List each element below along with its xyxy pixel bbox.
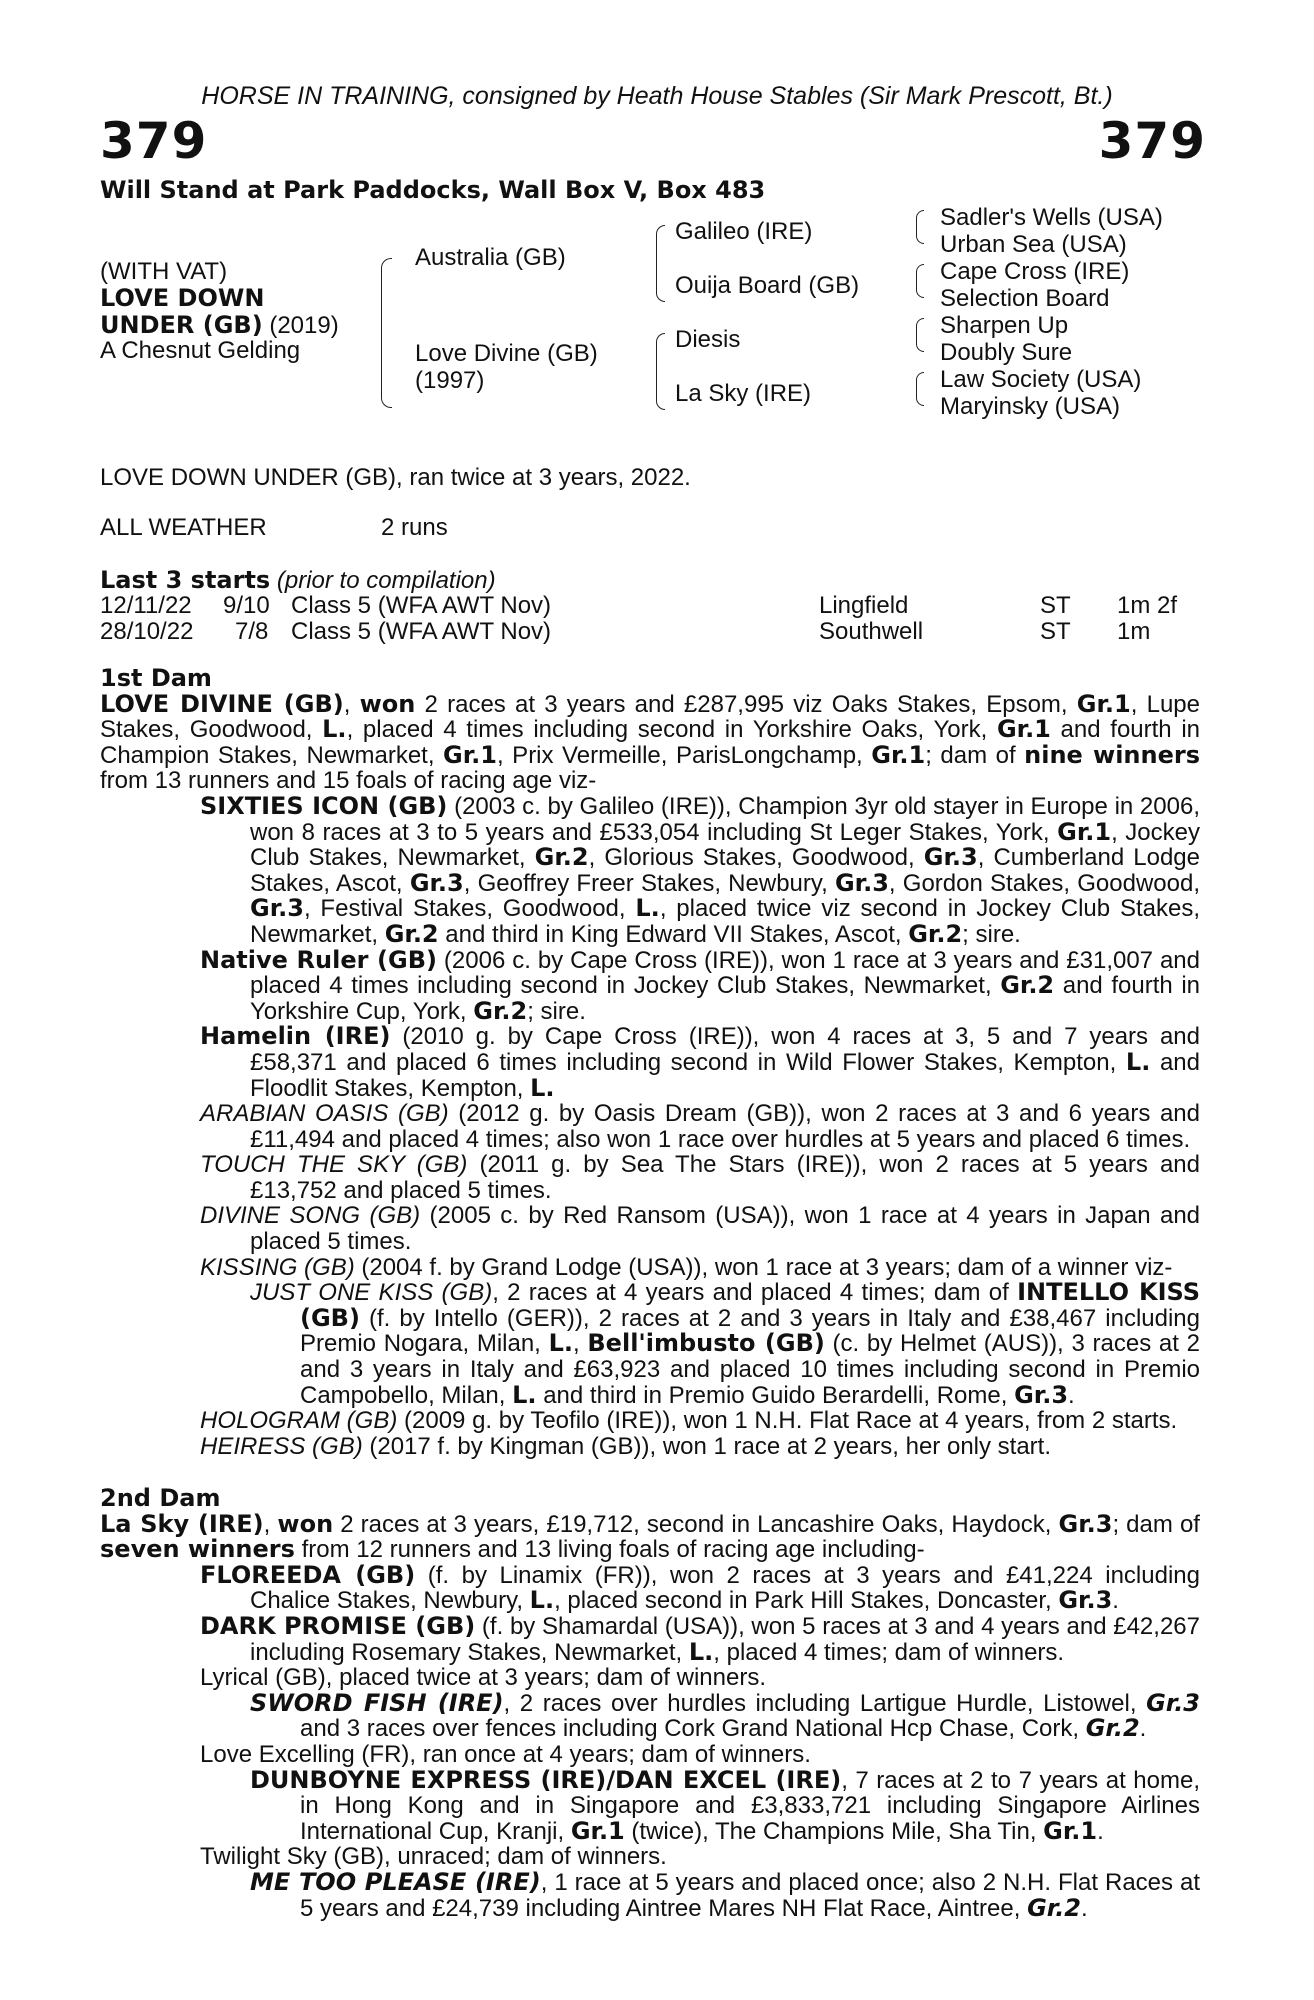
progeny-twilight-sky: Twilight Sky (GB), unraced; dam of winners.	[200, 1843, 667, 1871]
grade: Gr.1	[1043, 1816, 1098, 1845]
horse-year: (2019)	[269, 312, 339, 339]
grade: L.	[548, 1329, 573, 1358]
text: , placed twice viz second in Jockey Club Stakes, Newmarket,	[250, 895, 1200, 948]
text: (f. by Linamix (FR)), won 2 races at 3 years and £41,224 including Chalice Stakes, Newbury,	[250, 1561, 1200, 1615]
text: ; dam of	[925, 741, 1025, 769]
text: ; dam of	[1112, 1510, 1200, 1538]
grade: Gr.1	[443, 740, 497, 769]
ggs-1: Sadler's Wells (USA)	[940, 204, 1163, 231]
second-dam-section	[100, 1486, 1200, 1921]
brace-sire-parents	[656, 225, 665, 302]
dam: Love Divine (GB)	[415, 340, 598, 367]
progeny-name: DARK PROMISE (GB)	[200, 1611, 476, 1640]
progeny-name: Native Ruler (GB)	[200, 945, 437, 974]
grade: Gr.3	[1146, 1688, 1201, 1717]
lot-number-left: 379	[100, 112, 208, 170]
progeny-name: HEIRESS (GB)	[200, 1432, 363, 1460]
progeny-name: DUNBOYNE EXPRESS (IRE)/DAN EXCEL (IRE)	[250, 1765, 842, 1794]
text: (2011 g. by Sea The Stars (IRE)), won 2 races at 5 years and £13,752 and placed 5 times.	[250, 1151, 1201, 1204]
progeny-love-excelling: Love Excelling (FR), ran once at 4 years; dam of winners.	[200, 1740, 811, 1768]
horse-name-line1: LOVE DOWN	[100, 284, 265, 312]
progeny-name: FLOREEDA (GB)	[200, 1560, 416, 1589]
grade: L.	[512, 1380, 537, 1409]
progeny-name: HOLOGRAM (GB)	[200, 1407, 398, 1435]
dam-sire: Diesis	[675, 326, 741, 353]
text: , Geoffrey Freer Stakes, Newbury,	[463, 869, 835, 897]
progeny-name: SIXTIES ICON (GB)	[200, 791, 448, 820]
grade: Gr.3	[1014, 1380, 1069, 1409]
text: and Floodlit Stakes, Kempton,	[250, 1048, 1200, 1102]
progeny-sixties-icon	[100, 791, 1201, 948]
progeny-dark-promise	[100, 1611, 1200, 1666]
progeny-name: ARABIAN OASIS (GB)	[200, 1100, 449, 1128]
lot-number-right: 379	[1098, 112, 1206, 170]
progeny-hologram	[100, 1408, 1200, 1434]
brace-dam-parents	[656, 333, 665, 410]
grade: Gr.1	[1076, 689, 1131, 718]
text: (2006 c. by Cape Cross (IRE)), won 1 race at 3 years and £31,007 and placed 4 times including second in Jockey Club Stakes, Newmarket,	[250, 946, 1200, 1000]
text: and fourth in Yorkshire Cup, York,	[250, 972, 1200, 1025]
text: ; sire.	[962, 920, 1021, 948]
text: , 2 races over hurdles including Lartigue Hurdle, Listowel,	[503, 1689, 1147, 1717]
start-position: 7/8	[235, 617, 269, 645]
text: , Cumberland Lodge Stakes, Ascot,	[250, 844, 1201, 897]
brace-ggs-3	[916, 318, 924, 352]
text: from 12 runners and 13 living foals of racing age including-	[294, 1536, 925, 1564]
second-dam-heading: 2nd Dam	[100, 1484, 221, 1512]
progeny-me-too-please	[100, 1867, 1200, 1922]
dam-name: La Sky (IRE)	[100, 1509, 264, 1538]
text: 2 races at 3 years, £19,712, second in Lancashire Oaks, Haydock,	[333, 1510, 1059, 1538]
start-distance: 1m	[1117, 617, 1151, 645]
text: , Festival Stakes, Goodwood,	[303, 895, 636, 923]
progeny-dunboyne-express	[100, 1765, 1200, 1845]
grade: Gr.3	[1058, 1586, 1113, 1615]
grade: Gr.3	[409, 868, 464, 897]
text: , 2 races at 4 years and placed 4 times; dam of	[492, 1279, 1018, 1307]
ggs-8: Maryinsky (USA)	[940, 393, 1121, 420]
text: (twice), The Champions Mile, Sha Tin,	[624, 1817, 1044, 1845]
last-starts-table	[100, 592, 1200, 644]
brace-sire-dam	[381, 258, 392, 408]
progeny-kissing	[100, 1255, 1200, 1281]
sire-sire: Galileo (IRE)	[675, 218, 813, 245]
progeny-heiress	[100, 1434, 1200, 1460]
text: , 1 race at 5 years and placed once; also 2 N.H. Flat Races at 5 years and £24,739 including Aintree Mares NH Flat Race, Aintree,	[300, 1868, 1200, 1922]
text: ,	[573, 1330, 588, 1358]
horse-name-line2: UNDER (GB)	[100, 311, 263, 339]
progeny-name: INTELLO KISS (GB)	[300, 1278, 1201, 1332]
progeny-name: Hamelin (IRE)	[200, 1022, 391, 1051]
progeny-name: SWORD FISH (IRE)	[250, 1688, 504, 1717]
ggs-7: Law Society (USA)	[940, 366, 1142, 393]
grade: Gr.2	[908, 919, 963, 948]
text: , Lupe Stakes, Goodwood,	[100, 690, 1200, 744]
ggs-2: Urban Sea (USA)	[940, 231, 1127, 258]
ggs-6: Doubly Sure	[940, 339, 1073, 366]
brace-ggs-2	[916, 264, 924, 298]
grade: Gr.1	[1057, 817, 1112, 846]
grade: Gr.2	[384, 919, 439, 948]
start-race: Class 5 (WFA AWT Nov)	[291, 617, 552, 645]
text: (f. by Intello (GER)), 2 races at 2 and 3 years in Italy and £38,467 including Premio Nogara, Milan,	[300, 1304, 1200, 1358]
last-starts-heading	[100, 566, 496, 595]
grade: Gr.2	[1000, 971, 1055, 1000]
progeny-sword-fish	[100, 1688, 1201, 1743]
progeny-name: JUST ONE KISS (GB)	[250, 1279, 493, 1307]
dam-name: LOVE DIVINE (GB)	[100, 689, 344, 718]
progeny-lyrical: Lyrical (GB), placed twice at 3 years; dam of winners.	[200, 1664, 766, 1692]
text: , placed 4 times including second in Yorkshire Oaks, York,	[346, 716, 997, 744]
grade: Gr.3	[1058, 1509, 1113, 1538]
grade: Gr.2	[473, 996, 528, 1025]
start-course: Lingfield	[819, 592, 909, 619]
won-label: won	[277, 1509, 334, 1538]
grade: L.	[688, 1637, 714, 1666]
ggs-4: Selection Board	[940, 285, 1110, 312]
sire-dam: Ouija Board (GB)	[675, 272, 860, 299]
winner-count: nine winners	[1024, 740, 1200, 769]
grade: Gr.2	[1085, 1714, 1140, 1743]
brace-ggs-4	[916, 372, 924, 406]
horse-description: A Chesnut Gelding	[100, 337, 301, 364]
start-date: 12/11/22	[100, 592, 192, 619]
first-dam-heading: 1st Dam	[100, 664, 212, 692]
progeny-name: ME TOO PLEASE (IRE)	[250, 1867, 541, 1896]
brace-ggs-1	[916, 210, 924, 244]
text: (2004 f. by Grand Lodge (USA)), won 1 race at 3 years; dam of a winner viz-	[354, 1253, 1173, 1281]
text: , Gordon Stakes, Goodwood,	[888, 869, 1201, 897]
progeny-arabian-oasis	[100, 1101, 1200, 1152]
won-label: won	[359, 689, 416, 718]
text: .	[1139, 1715, 1147, 1743]
grade: L.	[635, 894, 660, 923]
dam-dam: La Sky (IRE)	[675, 380, 812, 407]
grade: L.	[1125, 1047, 1151, 1076]
start-distance: 1m 2f	[1117, 592, 1178, 619]
grade: Gr.3	[834, 868, 889, 897]
start-race: Class 5 (WFA AWT Nov)	[291, 592, 552, 619]
last-starts-title: Last 3 starts	[100, 566, 271, 594]
text: (2005 c. by Red Ransom (USA)), won 1 race at 4 years in Japan and placed 5 times.	[250, 1202, 1201, 1256]
progeny-just-one-kiss	[100, 1280, 1200, 1408]
grade: Gr.2	[1027, 1893, 1082, 1922]
text: and 3 races over fences including Cork Grand National Hcp Chase, Cork,	[300, 1715, 1086, 1743]
ggs-3: Cape Cross (IRE)	[940, 258, 1130, 285]
progeny-hamelin	[100, 1024, 1200, 1101]
text: and third in Premio Guido Berardelli, Rome,	[536, 1381, 1015, 1409]
text: and third in King Edward VII Stakes, Ascot,	[438, 920, 909, 948]
start-date: 28/10/22	[100, 617, 194, 645]
text: , placed 4 times; dam of winners.	[713, 1638, 1065, 1666]
text: .	[1112, 1587, 1119, 1615]
text: (c. by Helmet (AUS)), 3 races at 2 and 3 years in Italy and £63,923 and placed 10 times including second in Premio Campobello, Milan,	[300, 1330, 1200, 1409]
grade: Gr.3	[923, 843, 978, 872]
progeny-name: TOUCH THE SKY (GB)	[200, 1151, 468, 1179]
text: , 7 races at 2 to 7 years at home, in Hong Kong and in Singapore and £3,833,721 including Singapore Airlines International Cup, Kranji,	[300, 1766, 1200, 1845]
progeny-native-ruler	[100, 945, 1200, 1025]
progeny-name: KISSING (GB)	[200, 1253, 355, 1281]
grade: Gr.3	[250, 894, 304, 923]
text: , Prix Vermeille, ParisLongchamp,	[496, 741, 872, 769]
progeny-name: Bell'imbusto (GB)	[587, 1329, 825, 1358]
start-surface: ST	[1040, 617, 1071, 645]
grade: L.	[529, 1586, 555, 1615]
text: , Glorious Stakes, Goodwood,	[588, 844, 924, 872]
start-course: Southwell	[819, 617, 924, 645]
start-position: 9/10	[223, 592, 270, 619]
grade: L.	[322, 715, 347, 744]
start-surface: ST	[1040, 592, 1071, 619]
text: .	[1081, 1894, 1088, 1922]
text: (2012 g. by Oasis Dream (GB)), won 2 races at 3 and 6 years and £11,494 and placed 4 times; also won 1 race over hurdles at 5 years and placed 6 times.	[250, 1100, 1200, 1153]
vat-note: (WITH VAT)	[100, 258, 228, 285]
text: (f. by Shamardal (USA)), won 5 races at 3 and 4 years and £42,267 including Rosemary Stakes, Newmarket,	[250, 1612, 1200, 1666]
text: (2009 g. by Teofilo (IRE)), won 1 N.H. Flat Race at 4 years, from 2 starts.	[397, 1407, 1178, 1435]
all-weather-label: ALL WEATHER	[100, 514, 267, 541]
start-row	[100, 618, 1200, 644]
text: from 13 runners and 15 foals of racing age viz-	[100, 767, 597, 795]
text: (2003 c. by Galileo (IRE)), Champion 3yr old stayer in Europe in 2006, won 8 races at 3 to 5 years and £533,054 including St Leger Stakes, York,	[250, 792, 1200, 846]
text: 2 races at 3 years and £287,995 viz Oaks Stakes, Epsom,	[415, 690, 1077, 718]
text: , Jockey Club Stakes, Newmarket,	[250, 818, 1200, 872]
sire: Australia (GB)	[415, 244, 566, 271]
text: .	[1068, 1381, 1075, 1409]
stand-location: Will Stand at Park Paddocks, Wall Box V, Box 483	[100, 176, 766, 204]
last-starts-subtitle: (prior to compilation)	[276, 567, 496, 594]
second-dam-intro: La Sky (IRE), won 2 races at 3 years, £19,712, second in Lancashire Oaks, Haydock, Gr.3; dam of seven winners from 12 runners and 13 living foals of racing age including-	[100, 1509, 1200, 1564]
text: (2010 g. by Cape Cross (IRE)), won 4 races at 3, 5 and 7 years and £58,371 and placed 6 times including second in Wild Flower Stakes, Kempton,	[250, 1023, 1201, 1076]
progeny-name: DIVINE SONG (GB)	[200, 1202, 421, 1230]
grade: Gr.1	[871, 740, 926, 769]
winner-count: seven winners	[100, 1535, 295, 1564]
progeny-divine-song	[100, 1203, 1200, 1254]
progeny-floreeda	[100, 1560, 1200, 1615]
text: , placed second in Park Hill Stakes, Doncaster,	[554, 1587, 1059, 1615]
grade: Gr.1	[996, 715, 1051, 744]
consignment-line: HORSE IN TRAINING, consigned by Heath House Stables (Sir Mark Prescott, Bt.)	[201, 82, 1113, 110]
text: .	[1097, 1817, 1104, 1845]
text: and fourth in Champion Stakes, Newmarket,	[100, 716, 1200, 769]
text: (2017 f. by Kingman (GB)), won 1 race at 2 years, her only start.	[362, 1432, 1052, 1460]
grade: Gr.2	[534, 843, 589, 872]
horse-name-line2-wrap	[100, 311, 339, 340]
text: ; sire.	[527, 997, 586, 1025]
ggs-5: Sharpen Up	[940, 312, 1069, 339]
all-weather-value: 2 runs	[381, 514, 448, 541]
grade: L.	[530, 1073, 555, 1102]
progeny-touch-the-sky	[100, 1152, 1200, 1203]
first-dam-intro: LOVE DIVINE (GB), won 2 races at 3 years and £287,995 viz Oaks Stakes, Epsom, Gr.1, Lupe Stakes, Goodwood, L., placed 4 times including second in Yorkshire Oaks, York, Gr.1 and fourth in Champion Stakes, Newmarket, Gr.1, Prix Vermeille, ParisLongchamp, Gr.1; dam of nine winners from 13 runners and 15 foals of racing age viz-	[100, 689, 1200, 795]
dam-year: (1997)	[415, 367, 485, 394]
grade: Gr.1	[570, 1816, 625, 1845]
race-summary: LOVE DOWN UNDER (GB), ran twice at 3 years, 2022.	[100, 464, 691, 491]
first-dam-section	[100, 666, 1200, 1459]
start-row	[100, 592, 1200, 618]
